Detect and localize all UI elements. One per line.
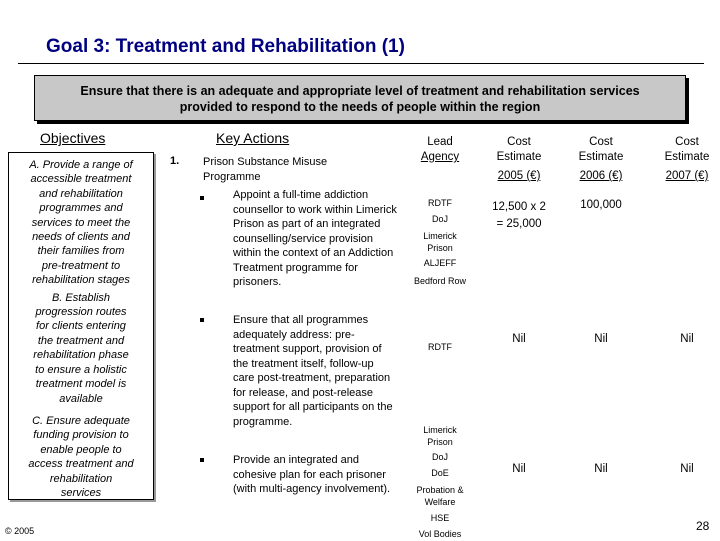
action-1-lead-limerick: [410, 231, 470, 254]
goal-statement-box: [34, 75, 686, 121]
objective-line: the treatment and: [37, 334, 125, 347]
goal-line-1: Ensure that there is an adequate and appropriate level of treatment and rehabilitation services: [80, 84, 640, 98]
objective-line: services: [60, 486, 102, 499]
year-2006-label: 2006 (€): [579, 170, 623, 182]
page-title: Goal 3: Treatment and Rehabilitation (1): [46, 36, 405, 57]
action-line: Prison as part of an integrated: [233, 218, 381, 230]
objective-line: progression routes: [35, 306, 127, 319]
action-2-cost-2007: Nil: [680, 333, 694, 345]
cost-line: 12,500 x 2: [492, 201, 546, 213]
action-group-title-line: Programme: [203, 170, 261, 183]
objective-line: rehabilitation: [49, 472, 113, 485]
action-line: for release, and post-release: [233, 386, 374, 399]
action-1-text: [233, 188, 418, 290]
cost-header-line-2: Estimate: [496, 151, 542, 163]
action-line: (with multi-agency involvement).: [233, 483, 391, 495]
action-line: support for all participants on the: [233, 401, 393, 413]
action-3-cost-2007: Nil: [680, 463, 694, 475]
objective-line: pre-treatment to: [41, 259, 121, 272]
objective-line: and rehabilitation: [39, 187, 123, 200]
objective-line: available: [59, 392, 103, 405]
objective-line: services to meet the: [31, 216, 131, 229]
objective-line: B. Establish: [51, 291, 111, 304]
objective-line: to ensure a holistic: [35, 363, 127, 376]
action-2-lead-rdtf: RDTF: [428, 342, 452, 352]
bullet-icon: [200, 458, 204, 462]
cost-2007-header: [646, 135, 720, 184]
page-number: 28: [696, 519, 710, 533]
cost-header-line-1: Cost: [589, 136, 613, 148]
objective-line: C. Ensure adequate: [32, 414, 130, 427]
action-line: cohesive plan for each prisoner: [233, 468, 386, 481]
action-1-lead-doj: DoJ: [431, 214, 448, 224]
action-line: Ensure that all programmes: [233, 314, 369, 326]
action-line: prisoners.: [233, 276, 282, 288]
cost-header-line-1: Cost: [675, 136, 699, 148]
objective-a: [9, 158, 153, 288]
action-2-text: [233, 313, 418, 429]
action-line: care post-treatment, preparation: [233, 372, 391, 384]
objective-line: enable people to: [40, 443, 122, 456]
action-group-number: 1.: [170, 155, 180, 167]
action-2-cost-2006: Nil: [594, 333, 608, 345]
action-2-cost-2005: Nil: [512, 333, 526, 345]
cost-2005-header: [478, 135, 560, 184]
action-line: Provide an integrated and: [233, 454, 359, 466]
cost-header-line-1: Cost: [507, 136, 531, 148]
lead-line: Limerick: [423, 231, 457, 241]
bullet-icon: [200, 318, 204, 322]
action-3-lead-vol-bodies: Vol Bodies: [418, 529, 462, 539]
copyright: © 2005: [5, 526, 35, 536]
goal-line-2: provided to respond to the needs of people within the region: [179, 100, 541, 114]
objective-c: [9, 414, 153, 500]
year-2005-label: 2005 (€): [497, 170, 541, 182]
objective-line: for clients entering: [36, 320, 126, 333]
bullet-icon: [200, 196, 204, 200]
action-3-lead-hse: HSE: [430, 513, 450, 523]
lead-line: Limerick: [423, 425, 457, 435]
title-divider: [18, 63, 704, 64]
year-2007-label: 2007 (€): [665, 170, 709, 182]
action-line: within the context of an Addiction: [233, 247, 394, 259]
cost-header-line-2: Estimate: [664, 151, 710, 163]
action-3-cost-2006: Nil: [594, 463, 608, 475]
cost-header-line-2: Estimate: [578, 151, 624, 163]
action-3-text: [233, 453, 418, 497]
lead-header-line-2: Agency: [420, 151, 460, 163]
objective-line: rehabilitation phase: [33, 349, 129, 362]
lead-line: Welfare: [424, 496, 456, 507]
action-1-lead-bedford-row: Bedford Row: [413, 276, 467, 286]
action-1-cost-2006: 100,000: [580, 199, 622, 211]
action-3-lead-limerick: [410, 425, 470, 448]
action-line: programme.: [233, 415, 293, 428]
action-1-lead-aljeff: ALJEFF: [423, 258, 457, 268]
action-line: Treatment programme for: [233, 261, 358, 274]
key-actions-header: Key Actions: [216, 130, 290, 146]
action-line: adequately address: pre-: [233, 328, 355, 341]
objective-b: [9, 291, 153, 406]
action-group-title: [203, 155, 327, 184]
action-line: Appoint a full-time addiction: [233, 189, 369, 201]
objective-line: A. Provide a range of: [29, 159, 133, 171]
action-line: treatment support, provision of: [233, 343, 382, 355]
lead-line: Prison: [427, 242, 453, 253]
objective-line: access treatment and: [28, 458, 134, 471]
action-3-lead-probation: [406, 485, 474, 508]
objective-line: needs of clients and: [32, 231, 130, 244]
lead-agency-header: [408, 135, 472, 165]
action-line: counselling/service provision: [233, 232, 374, 245]
objective-line: their families from: [37, 245, 125, 258]
action-1-lead-rdtf: RDTF: [428, 198, 452, 208]
objectives-box: [8, 152, 154, 500]
action-3-cost-2005: Nil: [512, 463, 526, 475]
objective-line: rehabilitation stages: [32, 274, 130, 287]
objective-line: treatment model is: [35, 378, 127, 391]
action-line: counsellor to work within Limerick: [233, 203, 397, 216]
objective-line: accessible treatment: [30, 173, 132, 186]
action-group-title-line: Prison Substance Misuse: [203, 156, 328, 168]
action-1-cost-2005: [478, 199, 560, 233]
action-3-lead-doj: DoJ: [431, 452, 448, 462]
lead-line: Probation &: [416, 485, 464, 495]
lead-header-line-1: Lead: [427, 136, 453, 148]
action-3-lead-doe: DoE: [431, 468, 449, 478]
action-line: the treatment itself, follow-up: [233, 357, 374, 370]
lead-line: Prison: [427, 436, 453, 447]
cost-line: = 25,000: [496, 218, 542, 230]
cost-2006-header: [560, 135, 642, 184]
objective-line: programmes and: [39, 202, 123, 215]
objectives-header: Objectives: [40, 130, 106, 146]
objective-line: funding provision to: [33, 429, 129, 442]
